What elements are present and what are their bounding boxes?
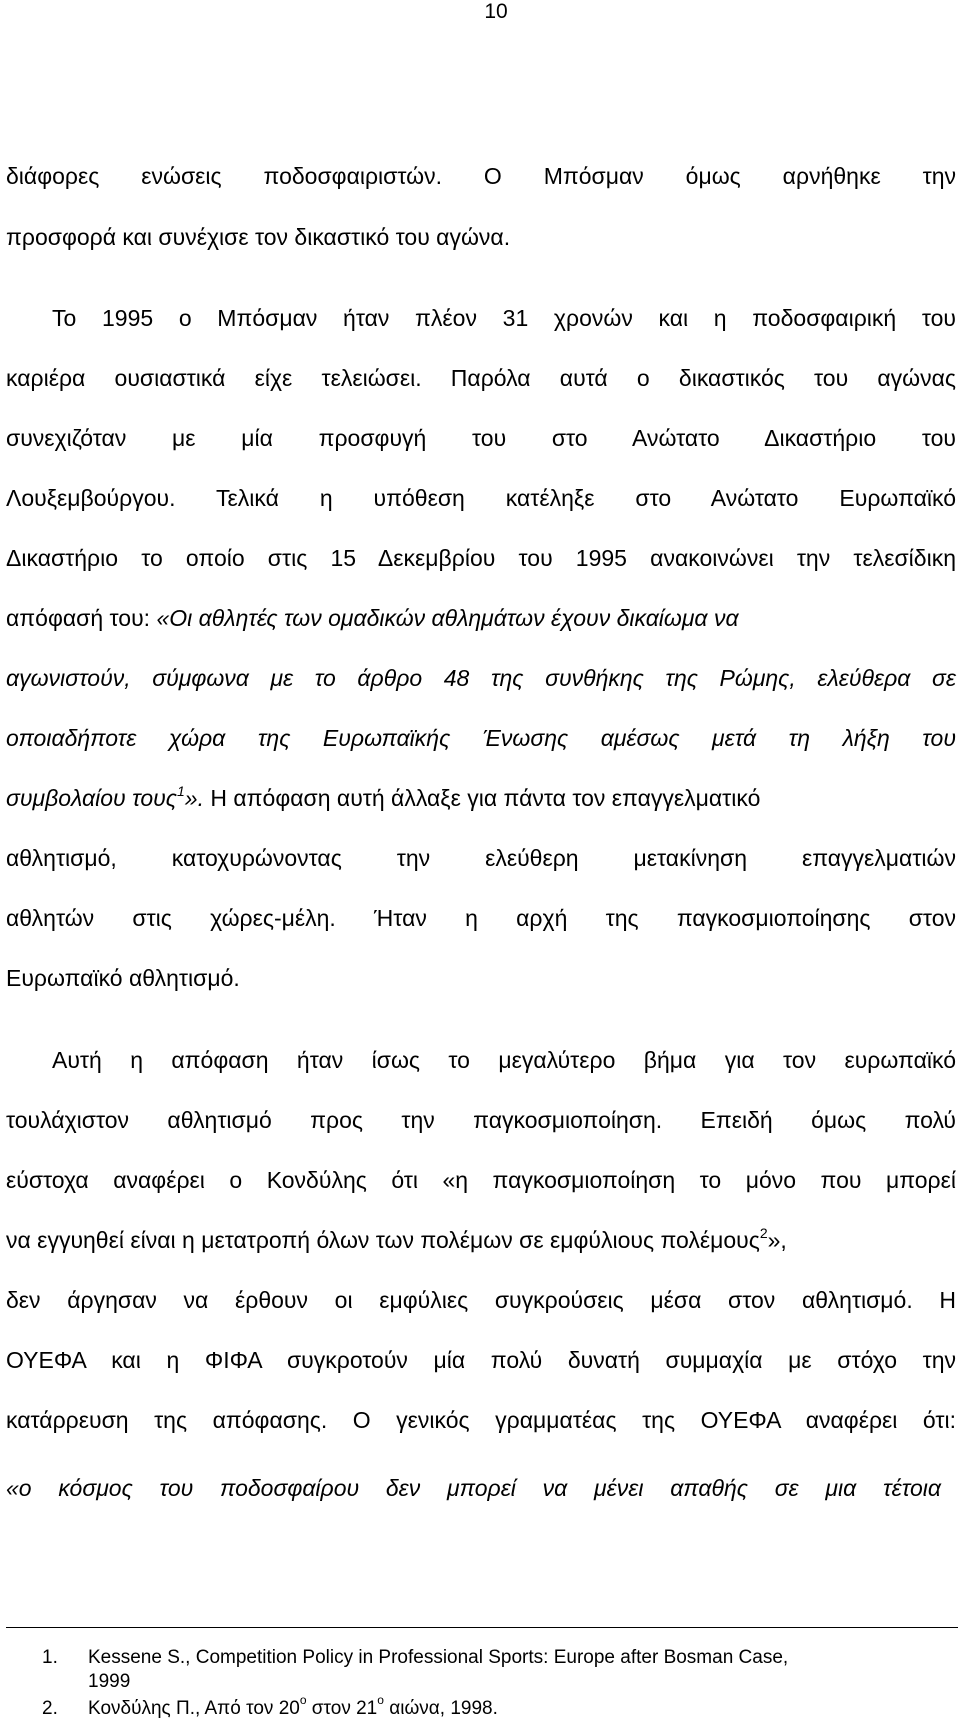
footnote-text: αιώνα, 1998.	[383, 1698, 498, 1719]
footnote-text: στον 21	[306, 1698, 378, 1719]
superscript: ο	[377, 1693, 384, 1707]
text-line-mixed	[6, 783, 956, 813]
text-span: »,	[767, 1227, 787, 1253]
footnote-number: 1.	[42, 1647, 58, 1668]
text-line: αθλητισμό, κατοχυρώνοντας την ελεύθερη μετακίνηση επαγγελματιών	[6, 845, 956, 871]
quote-line: «ο κόσμος του ποδοσφαίρου δεν μπορεί να μένει απαθής σε μια τέτοια	[6, 1475, 941, 1501]
text-line: Αυτή η απόφαση ήταν ίσως το μεγαλύτερο βήμα για τον ευρωπαϊκό	[52, 1047, 956, 1073]
footnote-1-continuation: 1999	[88, 1671, 131, 1692]
footnote-number: 2.	[42, 1698, 58, 1719]
quote-line: αγωνιστούν, σύμφωνα με το άρθρο 48 της συνθήκης της Ρώμης, ελεύθερα σε	[6, 665, 956, 691]
quote-text: ».	[184, 785, 204, 811]
text-line: εύστοχα αναφέρει ο Κονδύλης ότι «η παγκοσμιοποίηση το μόνο που μπορεί	[6, 1167, 956, 1193]
footnote-ref-2[interactable]: 2	[759, 1225, 768, 1241]
text-span: να εγγυηθεί είναι η μετατροπή όλων των πολέμων σε εμφύλιους πολέμους	[6, 1227, 760, 1253]
text-line: προσφορά και συνέχισε τον δικαστικό του αγώνα.	[6, 224, 511, 250]
text-span: Η απόφαση αυτή άλλαξε για πάντα τον επαγγελματικό	[203, 785, 761, 811]
text-line: αθλητών στις χώρες-μέλη. Ήταν η αρχή της παγκοσμιοποίησης στον	[6, 905, 956, 931]
text-line: συνεχιζόταν με μία προσφυγή του στο Ανώτατο Δικαστήριο του	[6, 425, 956, 451]
page-number: 10	[484, 0, 508, 23]
text-line: καριέρα ουσιαστικά είχε τελειώσει. Παρόλα αυτά ο δικαστικός του αγώνας	[6, 365, 956, 391]
footnote-text: Kessene S., Competition Policy in Professional Sports: Europe after Bosman Case,	[88, 1647, 789, 1668]
text-line: Λουξεμβούργου. Τελικά η υπόθεση κατέληξε στο Ανώτατο Ευρωπαϊκό	[6, 485, 956, 511]
text-line: ΟΥΕΦΑ και η ΦΙΦΑ συγκροτούν μία πολύ δυνατή συμμαχία με στόχο την	[6, 1347, 956, 1373]
text-line: τουλάχιστον αθλητισμό προς την παγκοσμιοποίηση. Επειδή όμως πολύ	[6, 1107, 956, 1133]
text-line: Το 1995 ο Μπόσμαν ήταν πλέον 31 χρονών και η ποδοσφαιρική του	[52, 305, 956, 331]
text-line: διάφορες ενώσεις ποδοσφαιριστών. Ο Μπόσμαν όμως αρνήθηκε την	[6, 163, 956, 189]
text-span: απόφασή του:	[6, 605, 157, 631]
text-line-mixed	[6, 1225, 956, 1255]
footnote-text: Κονδύλης Π., Από τον 20	[88, 1698, 300, 1719]
text-line: δεν άργησαν να έρθουν οι εμφύλιες συγκρούσεις μέσα στον αθλητισμό. Η	[6, 1287, 956, 1313]
footnote-1	[42, 1646, 942, 1669]
text-line: Ευρωπαϊκό αθλητισμό.	[6, 965, 240, 991]
quote-text: συμβολαίου τους	[6, 785, 177, 811]
text-line: Δικαστήριο το οποίο στις 15 Δεκεμβρίου του 1995 ανακοινώνει την τελεσίδικη	[6, 545, 956, 571]
text-line: κατάρρευση της απόφασης. Ο γενικός γραμματέας της ΟΥΕΦΑ αναφέρει ότι:	[6, 1407, 956, 1433]
quote-line: οποιαδήποτε χώρα της Ευρωπαϊκής Ένωσης αμέσως μετά τη λήξη του	[6, 725, 956, 751]
text-line-mixed	[6, 603, 956, 633]
footnote-separator	[6, 1627, 958, 1628]
footnote-2	[42, 1693, 942, 1720]
superscript: ο	[299, 1693, 307, 1707]
footnote-ref-1[interactable]: 1	[177, 783, 185, 799]
quote-text: «Οι αθλητές των ομαδικών αθλημάτων έχουν δικαίωμα να	[156, 605, 739, 631]
